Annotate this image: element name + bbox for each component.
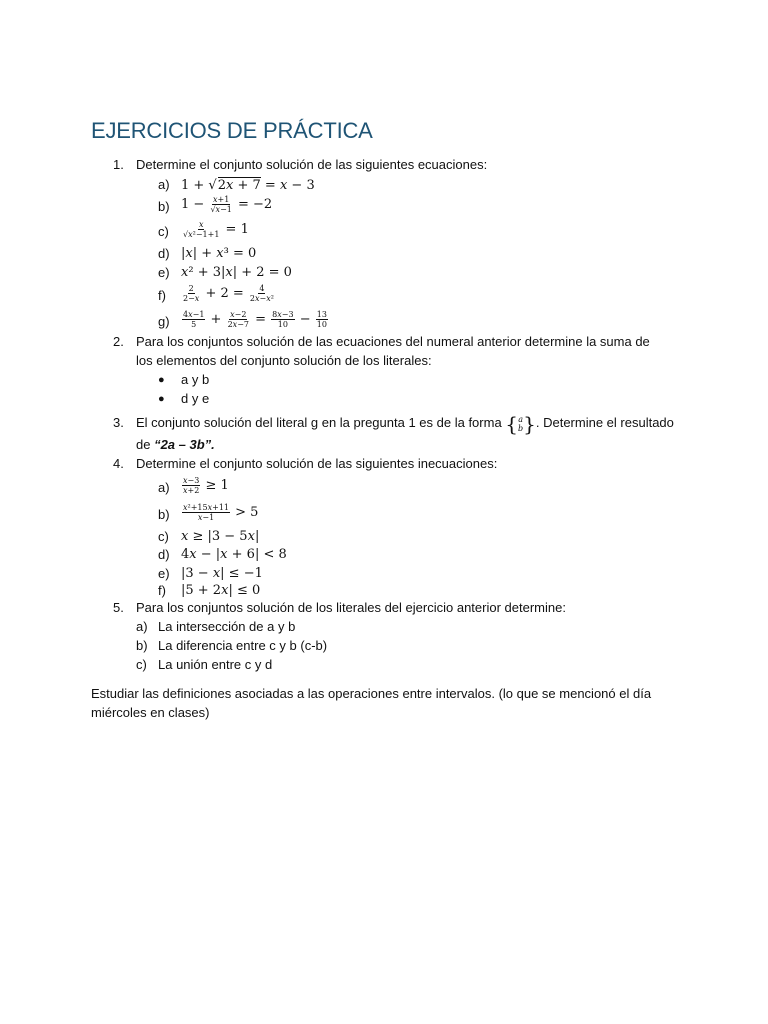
q3-text-before: El conjunto solución del literal g en la pregunta 1 es de la forma	[136, 415, 506, 430]
q1-letter-g: g)	[158, 314, 170, 329]
q1-equation-a: 1 + √2x + 7 = x − 3	[181, 178, 315, 193]
q2-bullet-1-marker: ●	[158, 374, 165, 386]
q4-letter-f: f)	[158, 583, 166, 598]
q1-letter-e: e)	[158, 265, 170, 280]
q1-letter-d: d)	[158, 246, 170, 261]
q3-text-line2	[136, 437, 215, 453]
q2-bullet-1-text: a y b	[181, 372, 210, 387]
closing-line1: Estudiar las definiciones asociadas a las operaciones entre intervalos. (lo que se mencionó el día	[91, 686, 652, 701]
page-title: EJERCICIOS DE PRÁCTICA	[91, 118, 373, 143]
q4-letter-d: d)	[158, 547, 170, 562]
q1-equation-e: x² + 3|x| + 2 = 0	[181, 265, 292, 280]
q1-text: Determine el conjunto solución de las siguientes ecuaciones:	[136, 157, 488, 172]
q1-equation-b: 1 − $\frac{x+1}{√x-1}$ = −2	[181, 195, 273, 214]
q4-text: Determine el conjunto solución de las siguientes inecuaciones:	[136, 456, 498, 471]
closing-line2: miércoles en clases)	[91, 705, 210, 720]
q1-equation-g: $\frac{4x-1}{5}$ + $\frac{x-2}{2x-7}$ = $\frac{8x-3}{10}$ − $\frac{13}{10}$	[183, 310, 327, 329]
q5-item-a-text: La intersección de a y b	[158, 619, 296, 634]
q1-letter-a: a)	[158, 177, 170, 192]
q2-bullet-2-text: d y e	[181, 391, 210, 406]
q5-item-c-text: La unión entre c y d	[158, 657, 273, 672]
q1-number: 1.	[113, 157, 124, 172]
q1-equation-d: |x| + x³ = 0	[181, 246, 257, 261]
q3-text-after: . Determine el resultado	[535, 415, 674, 430]
q3-number: 3.	[113, 415, 124, 430]
q5-item-a-letter: a)	[136, 619, 148, 634]
q2-text-line1: Para los conjuntos solución de las ecuaciones del numeral anterior determine la suma de	[136, 334, 650, 349]
q1-equation-f: $\frac{2}{2-x}$ + 2 = $\frac{4}{\text{2x−x²}}$	[183, 284, 274, 303]
q4-letter-a: a)	[158, 480, 170, 495]
q5-item-b-letter: b)	[136, 638, 148, 653]
q4-inequality-f: |5 + 2x| ≤ 0	[181, 583, 261, 598]
q5-text: Para los conjuntos solución de los literales del ejercicio anterior determine:	[136, 600, 566, 615]
q1-letter-b: b)	[158, 199, 170, 214]
q1-letter-f: f)	[158, 288, 166, 303]
q4-inequality-c: x ≥ |3 − 5x|	[181, 529, 260, 544]
q4-inequality-e: |3 − x| ≤ −1	[181, 566, 263, 581]
q1-letter-c: c)	[158, 224, 169, 239]
q4-inequality-b: $\frac{\text{x²+15x+11}}{x-1}$ > 5	[183, 503, 259, 522]
q5-item-b-text: La diferencia entre c y b (c-b)	[158, 638, 328, 653]
q3-text-line1	[136, 411, 674, 435]
q4-inequality-a: $\frac{x-3}{x+2}$ ≥ 1	[183, 476, 229, 495]
q3-expression: “2a – 3b”.	[154, 437, 215, 452]
q5-number: 5.	[113, 600, 124, 615]
q4-letter-c: c)	[158, 529, 169, 544]
q3-set-notation: { a b }	[505, 411, 536, 436]
q2-text-line2: los elementos del conjunto solución de los literales:	[136, 353, 432, 368]
q1-equation-c: $\frac{x}{\text{√x²−1+1}}$ = 1	[183, 220, 249, 239]
q2-bullet-2-marker: ●	[158, 393, 165, 405]
q4-letter-e: e)	[158, 566, 170, 581]
q2-number: 2.	[113, 334, 124, 349]
q5-item-c-letter: c)	[136, 657, 147, 672]
q4-inequality-d: 4x − |x + 6| < 8	[181, 547, 287, 562]
q4-number: 4.	[113, 456, 124, 471]
q4-letter-b: b)	[158, 507, 170, 522]
q3-line2-prefix: de	[136, 437, 155, 452]
